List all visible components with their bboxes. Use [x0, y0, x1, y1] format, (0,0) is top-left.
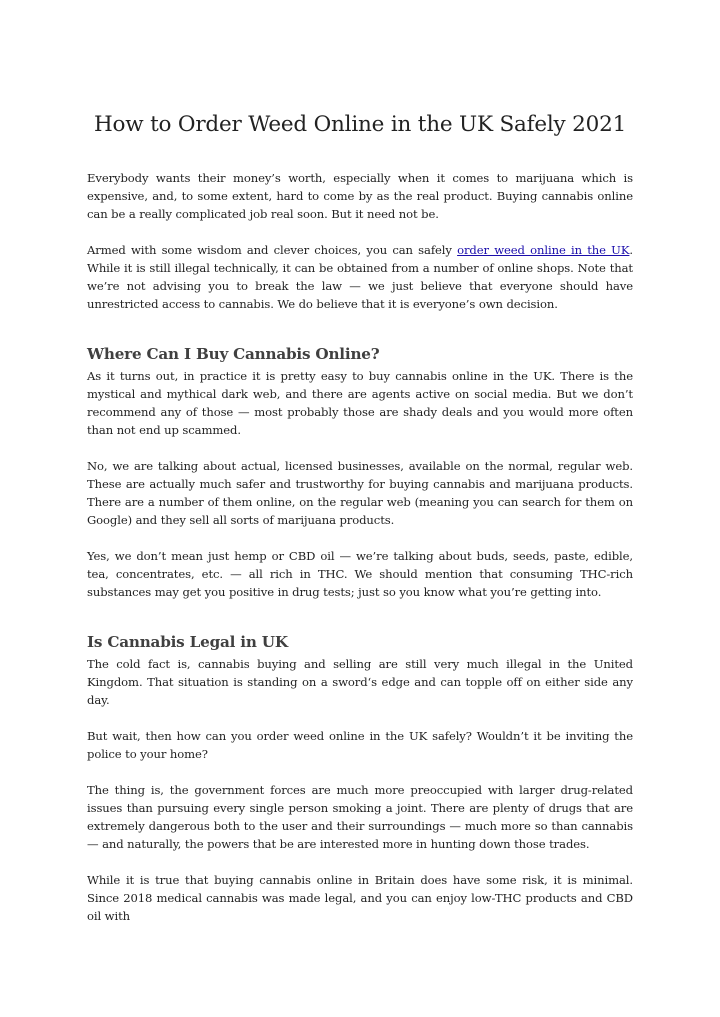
intro-paragraph-2-text-start: Armed with some wisdom and clever choices, you can safely — [87, 243, 458, 257]
section1-paragraph-1: As it turns out, in practice it is pretty easy to buy cannabis online in the UK. There is the mystical and mythical dark web, and there are agents active on social media. But we don’t recommend any of those — most probably those are shady deals and you would more often than not end up scammed. — [87, 369, 633, 437]
section2-paragraph-2: But wait, then how can you order weed online in the UK safely? Wouldn’t it be inviting the police to your home? — [87, 729, 633, 761]
intro-paragraph-1: Everybody wants their money’s worth, especially when it comes to marijuana which is expensive, and, to some extent, hard to come by as the real product. Buying cannabis online can be a really complicated job real soon. But it need not be. — [87, 171, 633, 221]
section-heading-legality: Is Cannabis Legal in UK — [87, 633, 288, 651]
section2-paragraph-4: While it is true that buying cannabis online in Britain does have some risk, it is minimal. Since 2018 medical cannabis was made legal, and you can enjoy low-THC products and CBD oil with — [87, 873, 633, 923]
section1-paragraph-2: No, we are talking about actual, licensed businesses, available on the normal, regular web. These are actually much safer and trustworthy for buying cannabis and marijuana products. There are a number of them online, on the regular web (meaning you can search for them on Google) and they sell all sorts of marijuana products. — [87, 459, 633, 527]
page-title: How to Order Weed Online in the UK Safely 2021 — [93, 112, 627, 137]
intro-paragraph-2 — [87, 241, 633, 313]
intro-paragraph-2-text-end: . While it is still illegal technically, it can be obtained from a number of online shops. Note that we’re not advising you to break the law — we just believe that everyone should have unrestricted access to cannabis. We do believe that it is everyone’s own decision. — [87, 243, 633, 311]
section1-paragraph-3: Yes, we don’t mean just hemp or CBD oil — we’re talking about buds, seeds, paste, edible, tea, concentrates, etc. — all rich in THC. We should mention that consuming THC-rich substances may get you positive in drug tests; just so you know what you’re getting into. — [87, 549, 633, 599]
order-weed-link[interactable]: order weed online in the UK — [457, 243, 630, 257]
section2-paragraph-3: The thing is, the government forces are much more preoccupied with larger drug-related issues than pursuing every single person smoking a joint. There are plenty of drugs that are extremely dangerous both to the user and their surroundings — much more so than cannabis — and naturally, the powers that be are interested more in hunting down those trades. — [87, 783, 633, 851]
section-heading-where-to-buy: Where Can I Buy Cannabis Online? — [87, 345, 380, 363]
section2-paragraph-1: The cold fact is, cannabis buying and selling are still very much illegal in the United Kingdom. That situation is standing on a sword‘s edge and can topple off on either side any day. — [87, 657, 633, 707]
